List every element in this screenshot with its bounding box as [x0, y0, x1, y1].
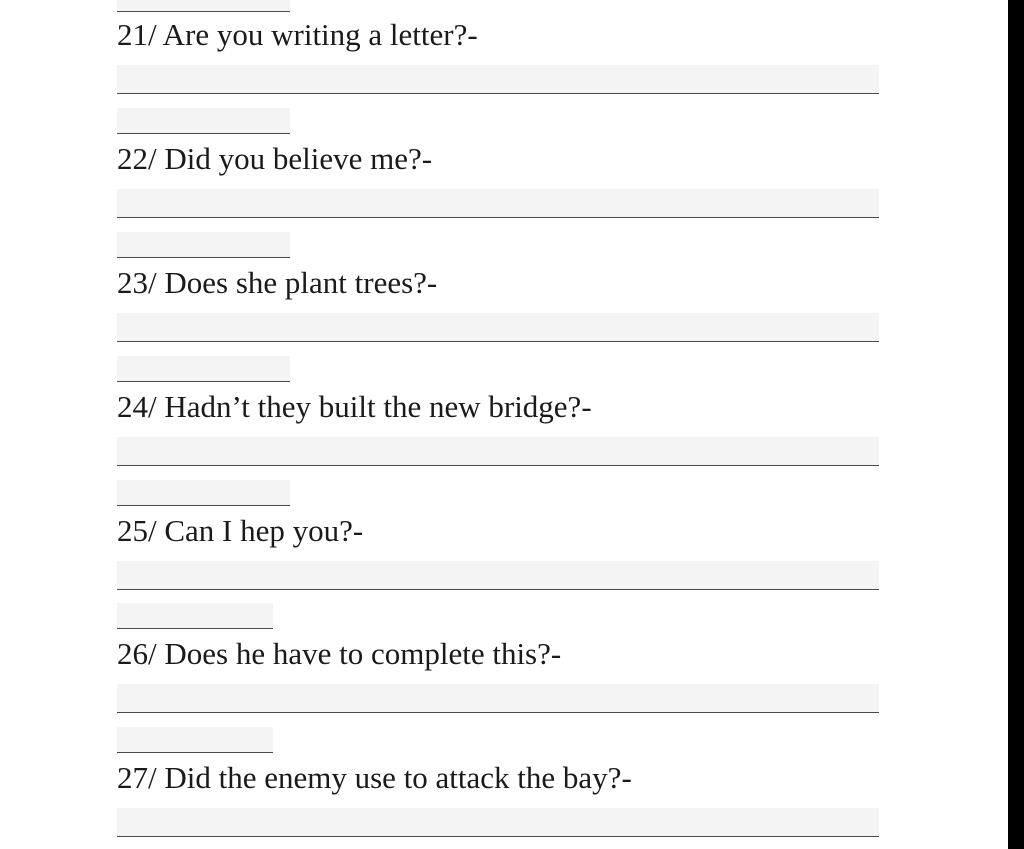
answer-line-21[interactable]: [117, 65, 879, 94]
question-23: 23/ Does she plant trees?-: [117, 265, 438, 300]
screen-edge-bar: [1008, 0, 1024, 849]
answer-line-24[interactable]: [117, 437, 879, 466]
answer-line-short[interactable]: [117, 727, 273, 753]
question-26: 26/ Does he have to complete this?-: [117, 636, 562, 671]
answer-line-short[interactable]: [117, 232, 290, 258]
question-27: 27/ Did the enemy use to attack the bay?-: [117, 760, 632, 795]
answer-line-22[interactable]: [117, 189, 879, 218]
answer-line-short[interactable]: [117, 480, 290, 506]
question-21: 21/ Are you writing a letter?-: [117, 17, 478, 52]
answer-line-short[interactable]: [117, 0, 290, 12]
answer-line-23[interactable]: [117, 313, 879, 342]
answer-line-27[interactable]: [117, 808, 879, 837]
question-25: 25/ Can I hep you?-: [117, 513, 364, 548]
question-22: 22/ Did you believe me?-: [117, 141, 433, 176]
answer-line-short[interactable]: [117, 356, 290, 382]
answer-line-25[interactable]: [117, 561, 879, 590]
question-24: 24/ Hadn’t they built the new bridge?-: [117, 389, 592, 424]
answer-line-26[interactable]: [117, 684, 879, 713]
answer-line-short[interactable]: [117, 108, 290, 134]
answer-line-short[interactable]: [117, 603, 273, 629]
